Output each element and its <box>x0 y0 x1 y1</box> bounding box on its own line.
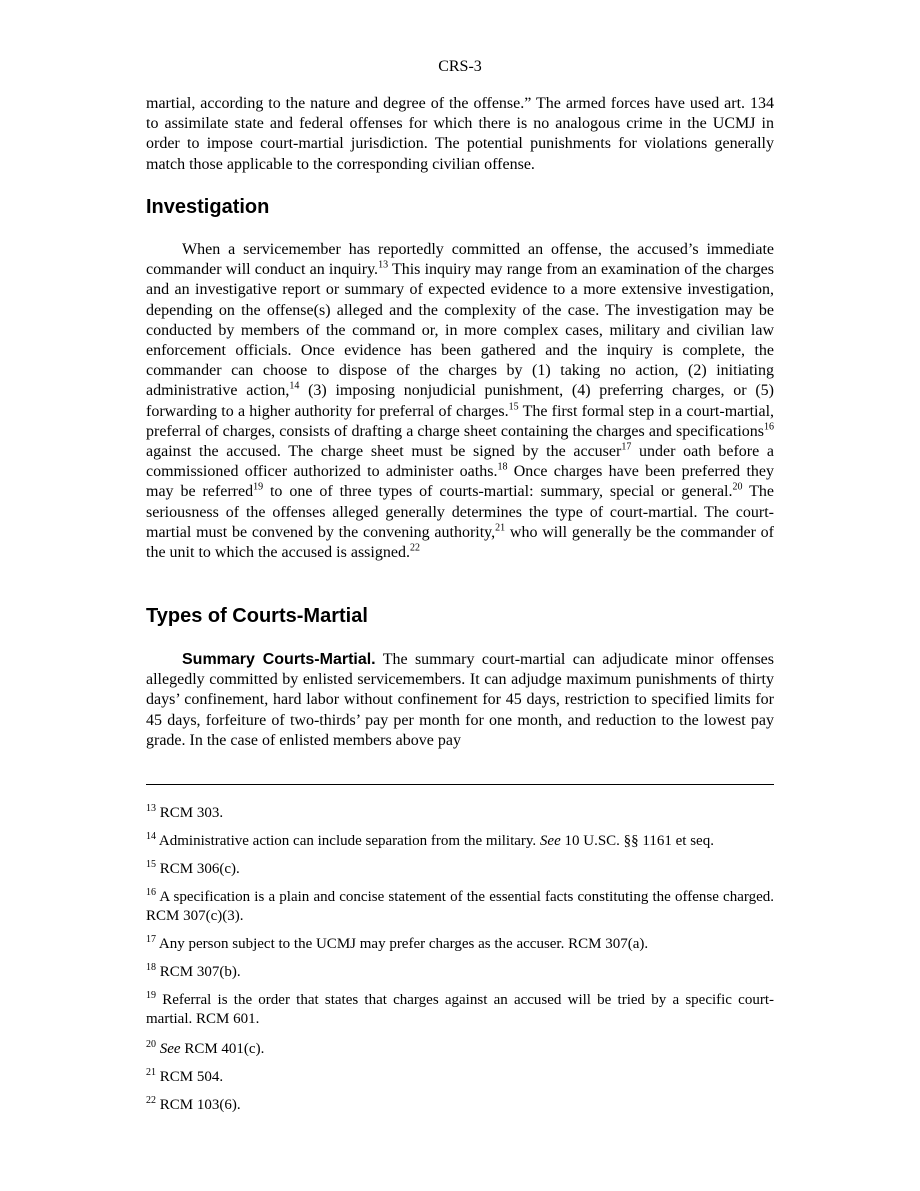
footnote-ref-20[interactable]: 20 <box>732 482 743 494</box>
footnote-16: $^{16}$ A specification is a plain and concise statement of the essential facts constituting the offense charged. RCM 307(c)(3). <box>146 887 774 924</box>
footnote-ref-14[interactable]: 14 <box>289 381 300 393</box>
footnote-ref-18[interactable]: 18 <box>497 461 508 473</box>
page-number: CRS-3 <box>438 58 482 75</box>
intro-paragraph: martial, according to the nature and degree of the offense.” The armed forces have used art. 134 to assimilate state and federal offenses for which there is no analogous crime in the UCMJ in order to impose court-martial jurisdiction. The potential punishments for violations generally match those applicable to the corresponding civilian offense. <box>146 95 774 173</box>
footnote-18: $^{18}$ RCM 307(b). <box>146 962 241 980</box>
footnote-ref-16[interactable]: 16 <box>764 421 774 433</box>
footnote-13: $^{13}$ RCM 303. <box>146 803 224 821</box>
footnote-ref-21[interactable]: 21 <box>495 522 506 534</box>
footnote-divider <box>146 784 774 785</box>
footnote-15: $^{15}$ RCM 306(c). <box>146 859 240 877</box>
footnote-14: $^{14}$ Administrative action can include separation from the military. See 10 U.SC. §§ 1161 et seq. <box>146 831 714 849</box>
section-heading-types: Types of Courts-Martial <box>146 605 368 627</box>
runin-heading-summary: Summary Courts-Martial. <box>182 651 376 668</box>
footnote-ref-17[interactable]: 17 <box>621 441 632 453</box>
footnote-20: $^{20}$ See RCM 401(c). <box>146 1039 265 1057</box>
investigation-paragraph: When a servicemember has reportedly committed an offense, the accused’s immediate commander will conduct an inquiry.$^{13}$ This inquiry may range from an examination of the charges and an investigative report or summary of expected evidence to a more extensive investigation, depending on the offense(s) alleged and the complexity of the case. The investigation may be conducted by members of the command or, in more complex cases, military and civilian law enforcement officials. Once evidence has been gathered and the inquiry is complete, the commander can choose to dispose of the charges by (1) taking no action, (2) initiating administrative action,$^{14}$ (3) imposing nonjudicial punishment, (4) preferring charges, or (5) forwarding to a higher authority for preferral of charges.$^{15}$ The first formal step in a court-martial, preferral of charges, consists of drafting a charge sheet containing the charges and specifications$^{16}$ against the accused. The charge sheet must be signed by the accuser$^{17}$ under oath before a commissioned officer authorized to administer oaths.$^{18}$ Once charges have been preferred they may be referred$^{19}$ to one of three types of courts-martial: summary, special or general.$^{20}$ The seriousness of the offenses alleged generally determines the type of court-martial. The court-martial must be convened by the convening authority,$^{21}$ who will generally be the commander of the unit to which the accused is assigned.$^{22}$ <box>146 241 775 562</box>
footnote-17: $^{17}$ Any person subject to the UCMJ may prefer charges as the accuser. RCM 307(a). <box>146 934 649 952</box>
footnote-ref-15[interactable]: 15 <box>508 401 519 413</box>
footnote-ref-13[interactable]: 13 <box>378 259 389 271</box>
footnote-19: $^{19}$ Referral is the order that states that charges against an accused will be tried by a specific court-martial. RCM 601. <box>146 990 774 1027</box>
footnote-ref-22[interactable]: 22 <box>409 542 420 554</box>
footnote-ref-19[interactable]: 19 <box>253 482 264 494</box>
footnote-21: $^{21}$ RCM 504. <box>146 1067 224 1085</box>
section-heading-investigation: Investigation <box>146 196 270 218</box>
footnote-22: $^{22}$ RCM 103(6). <box>146 1095 241 1113</box>
summary-courts-paragraph: Summary Courts-Martial. The summary court-martial can adjudicate minor offenses allegedly committed by enlisted servicemembers. It can adjudge maximum punishments of thirty days’ confinement, hard labor without confinement for 45 days, restriction to specified limits for 45 days, forfeiture of two-thirds’ pay per month for one month, and reduction to the lowest pay grade. In the case of enlisted members above pay <box>146 651 775 749</box>
